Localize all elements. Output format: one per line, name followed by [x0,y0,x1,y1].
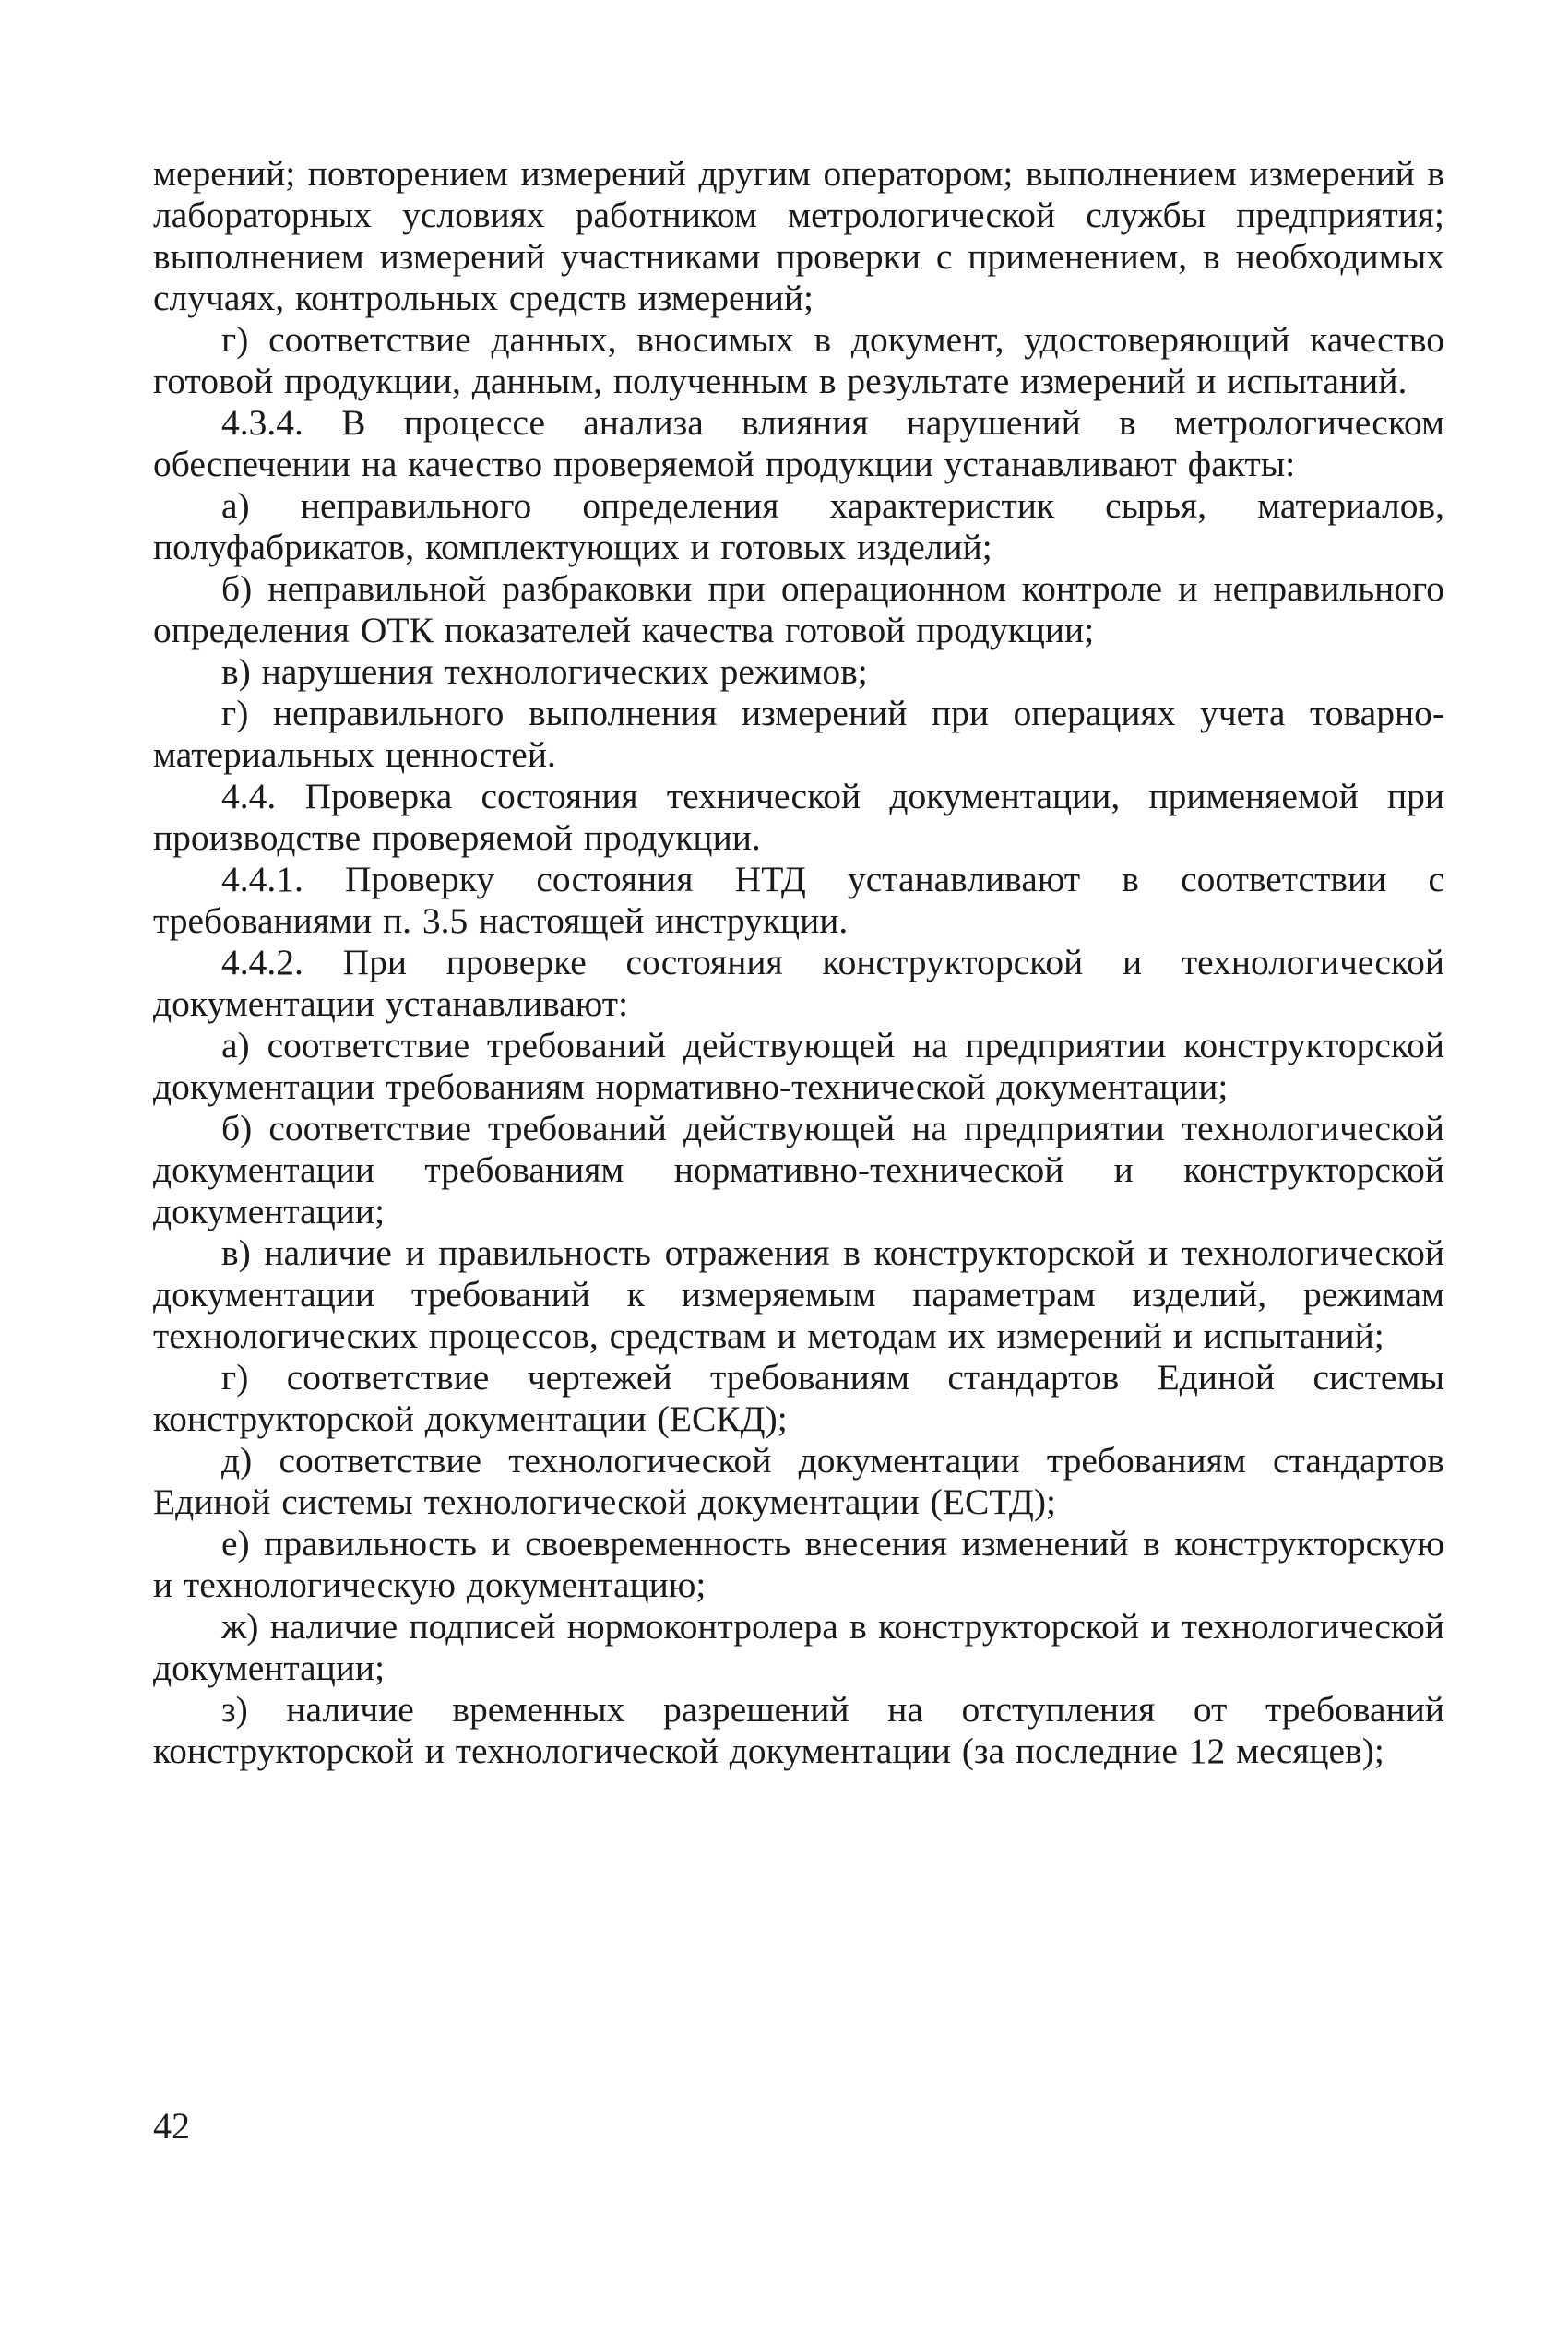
paragraph-item-v-regimes: в) нарушения технологических режимов; [221,651,868,692]
paragraph-item-zh-signatures: ж) наличие подписей нормоконтролера в конструкторской и технологической документации; [153,1606,1444,1688]
paragraph-4-3-4: 4.3.4. В процессе анализа влияния нарушений в метрологическом обеспечении на качество проверяемой продукции устанавливают факты: [153,402,1444,484]
paragraph-4-4-2: 4.4.2. При проверке состояния конструкторской и технологической документации устанавливают: [153,942,1444,1024]
paragraph-item-g-data-correspondence: г) соответствие данных, вносимых в документ, удостоверяющий качество готовой продукции, данным, полученным в результате измерений и испытаний. [153,319,1444,401]
paragraph-item-b-tech-docs: б) соответствие требований действующей на предприятии технологической документации требованиям нормативно-технической и конструкторской документации; [153,1108,1444,1231]
paragraph-4-4: 4.4. Проверка состояния технической документации, применяемой при производстве проверяемой продукции. [153,776,1444,858]
page-body [153,153,1444,1772]
paragraph-item-z-permits: з) наличие временных разрешений на отступления от требований конструкторской и технологической документации (за последние 12 месяцев); [153,1689,1444,1771]
paragraph-item-v-requirements: в) наличие и правильность отражения в конструкторской и технологической документации требований к измеряемым параметрам изделий, режимам технологических процессов, средствам и методам их измерений и испытаний; [153,1232,1444,1356]
paragraph-item-a-design-docs: а) соответствие требований действующей на предприятии конструкторской документации требованиям нормативно-технической документации; [153,1025,1444,1107]
paragraph-continuation: мерений; повторением измерений другим оператором; выполнением измерений в лабораторных условиях работником метрологической службы предприятия; выполнением измерений участниками проверки с применением, в необходимых случаях, контрольных средств измерений; [153,153,1444,318]
paragraph-item-b-sorting: б) неправильной разбраковки при операционном контроле и неправильного определения ОТК показателей качества готовой продукции; [153,568,1444,650]
paragraph-4-4-1: 4.4.1. Проверку состояния НТД устанавливают в соответствии с требованиями п. 3.5 настоящей инструкции. [153,859,1444,941]
paragraph-item-e-changes: е) правильность и своевременность внесения изменений в конструкторскую и технологическую документацию; [153,1523,1444,1605]
paragraph-item-a-characteristics: а) неправильного определения характеристик сырья, материалов, полуфабрикатов, комплектующих и готовых изделий; [153,485,1444,567]
paragraph-item-d-estd: д) соответствие технологической документации требованиям стандартов Единой системы технологической документации (ЕСТД); [153,1440,1444,1522]
paragraph-item-g-accounting: г) неправильного выполнения измерений при операциях учета товарно-материальных ценностей. [153,693,1444,775]
page-number: 42 [153,2105,190,2147]
paragraph-item-g-eskd: г) соответствие чертежей требованиям стандартов Единой системы конструкторской документации (ЕСКД); [153,1357,1444,1439]
